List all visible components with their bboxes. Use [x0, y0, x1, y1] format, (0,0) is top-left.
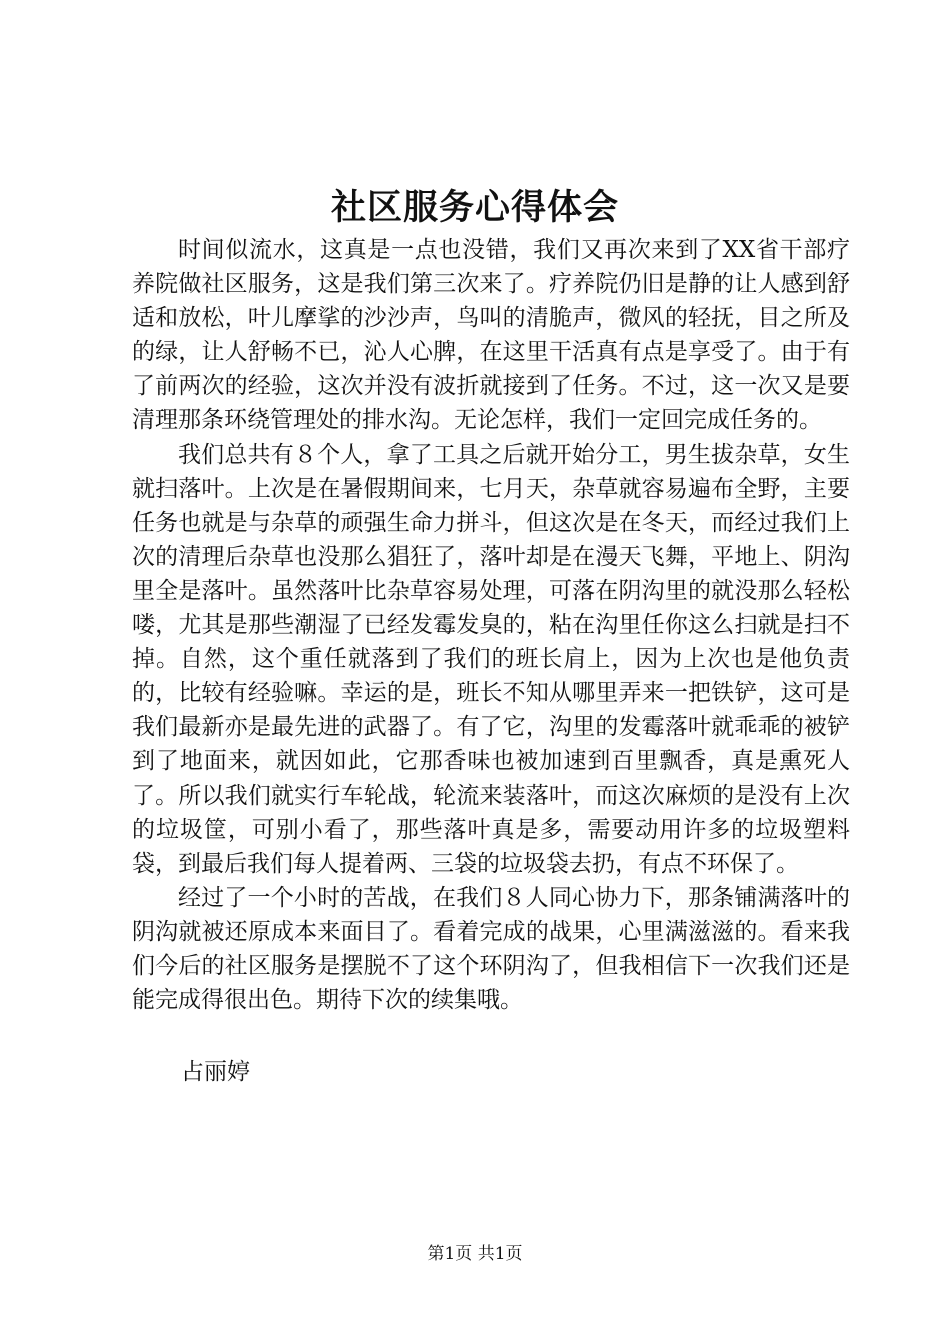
paragraph: 我们总共有８个人，拿了工具之后就开始分工，男生拔杂草，女生就扫落叶。上次是在暑假期间来，七月天，杂草就容易遍布全野，主要任务也就是与杂草的顽强生命力拼斗，但这次是在冬天，而经过我们上次的清理后杂草也没那么猖狂了，落叶却是在漫天飞舞，平地上、阴沟里全是落叶。虽然落叶比杂草容易处理，可落在阴沟里的就没那么轻松喽，尤其是那些潮湿了已经发霉发臭的，粘在沟里任你这么扫就是扫不掉。自然，这个重任就落到了我们的班长肩上，因为上次也是他负责的，比较有经验嘛。幸运的是，班长不知从哪里弄来一把铁铲，这可是我们最新亦是最先进的武器了。有了它，沟里的发霉落叶就乖乖的被铲到了地面来，就因如此，它那香味也被加速到百里飘香，真是熏死人了。所以我们就实行车轮战，轮流来装落叶，而这次麻烦的是没有上次的垃圾筐，可别小看了，那些落叶真是多，需要动用许多的垃圾塑料袋，到最后我们每人提着两、三袋的垃圾袋去扔，有点不环保了。 [132, 441, 850, 877]
paragraph: 经过了一个小时的苦战，在我们８人同心协力下，那条铺满落叶的阴沟就被还原成本来面目了。看着完成的战果，心里满滋滋的。看来我们今后的社区服务是摆脱不了这个环阴沟了，但我相信下一次我们还是能完成得很出色。期待下次的续集哦。 [132, 884, 850, 1014]
document-body [132, 233, 850, 1017]
author-signature: 占丽婷 [181, 1059, 250, 1085]
document-title: 社区服务心得体会 [330, 187, 619, 228]
page-footer: 第1页 共1页 [427, 1244, 523, 1264]
paragraph: 时间似流水，这真是一点也没错，我们又再次来到了XX省干部疗养院做社区服务，这是我们第三次来了。疗养院仍旧是静的让人感到舒适和放松，叶儿摩挲的沙沙声，鸟叫的清脆声，微风的轻抚，目之所及的绿，让人舒畅不已，沁人心脾，在这里干活真有点是享受了。由于有了前两次的经验，这次并没有波折就接到了任务。不过，这一次又是要清理那条环绕管理处的排水沟。无论怎样，我们一定回完成任务的。 [132, 237, 850, 434]
